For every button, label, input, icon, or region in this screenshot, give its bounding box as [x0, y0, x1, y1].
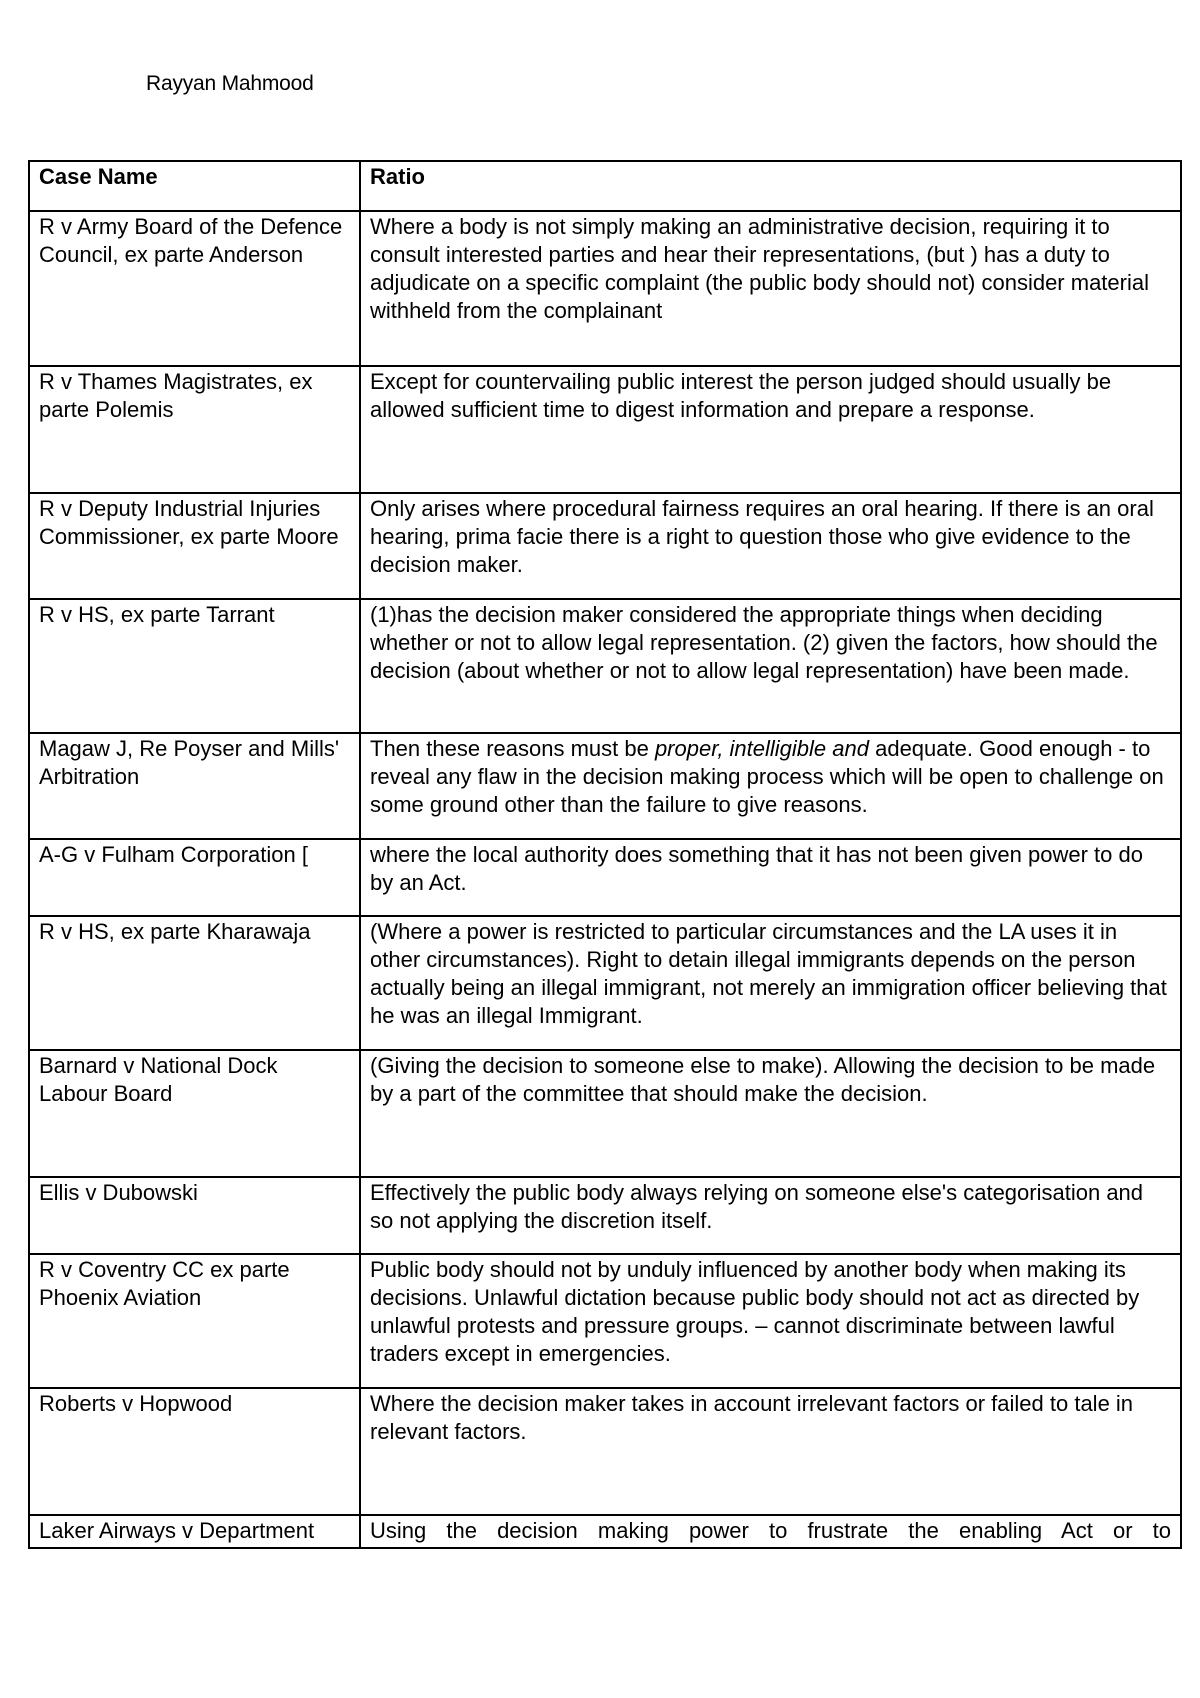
table-row — [29, 1177, 1181, 1254]
table-row — [29, 211, 1181, 366]
case-name-cell: R v Thames Magistrates, ex parte Polemis — [29, 366, 360, 493]
table-row — [29, 1515, 1181, 1548]
case-name-cell: R v HS, ex parte Kharawaja — [29, 916, 360, 1050]
case-name-cell: R v HS, ex parte Tarrant — [29, 599, 360, 733]
ratio-cell: (Where a power is restricted to particular circumstances and the LA uses it in other circumstances). Right to detain illegal immigrants depends on the person actually being an illegal immigrant, not merely an immigration officer believing that he was an illegal Immigrant. — [360, 916, 1181, 1050]
ratio-cell — [360, 733, 1181, 839]
case-name-cell: R v Deputy Industrial Injuries Commissioner, ex parte Moore — [29, 493, 360, 599]
ratio-cell: Public body should not by unduly influenced by another body when making its decisions. Unlawful dictation because public body should not act as directed by unlawful protests and pressure groups. – cannot discriminate between lawful traders except in emergencies. — [360, 1254, 1181, 1388]
case-name-text: Laker Airways v Department — [39, 1518, 315, 1543]
table-row — [29, 493, 1181, 599]
case-name-cell — [29, 1515, 360, 1548]
ratio-cell: Where a body is not simply making an administrative decision, requiring it to consult interested parties and hear their representations, (but ) has a duty to adjudicate on a specific complaint (the public body should not) consider material withheld from the complainant — [360, 211, 1181, 366]
table-row — [29, 599, 1181, 733]
ratio-cell: (1)has the decision maker considered the appropriate things when deciding whether or not to allow legal representation. (2) given the factors, how should the decision (about whether or not to allow legal representation) have been made. — [360, 599, 1181, 733]
ratio-cell: where the local authority does something that it has not been given power to do by an Act. — [360, 839, 1181, 916]
ratio-cell — [360, 1515, 1181, 1548]
table-row — [29, 1050, 1181, 1177]
table-header-row — [29, 161, 1181, 211]
ratio-text-italic: proper, intelligible and — [654, 736, 869, 761]
case-name-cell: Barnard v National Dock Labour Board — [29, 1050, 360, 1177]
case-name-cell: R v Army Board of the Defence Council, ex parte Anderson — [29, 211, 360, 366]
case-name-cell: Ellis v Dubowski — [29, 1177, 360, 1254]
table-row — [29, 916, 1181, 1050]
case-name-cell: R v Coventry CC ex parte Phoenix Aviation — [29, 1254, 360, 1388]
table-row — [29, 1388, 1181, 1515]
table-row — [29, 733, 1181, 839]
ratio-cell: Effectively the public body always relying on someone else's categorisation and so not applying the discretion itself. — [360, 1177, 1181, 1254]
case-name-cell: A-G v Fulham Corporation [ — [29, 839, 360, 916]
ratio-cell: Except for countervailing public interest the person judged should usually be allowed sufficient time to digest information and prepare a response. — [360, 366, 1181, 493]
column-header-case-name: Case Name — [29, 161, 360, 211]
ratio-cell: Where the decision maker takes in account irrelevant factors or failed to tale in relevant factors. — [360, 1388, 1181, 1515]
ratio-text: Using the decision making power to frustrate the enabling Act or to — [370, 1518, 1171, 1543]
case-name-cell: Magaw J, Re Poyser and Mills' Arbitration — [29, 733, 360, 839]
case-name-cell: Roberts v Hopwood — [29, 1388, 360, 1515]
ratio-text-end: adequate. Good enough - to reveal any flaw in the decision making process which will be open to challenge on some ground other than the failure to give reasons. — [370, 736, 1164, 817]
table-row — [29, 366, 1181, 493]
table-row — [29, 1254, 1181, 1388]
table-row — [29, 839, 1181, 916]
ratio-text-start: Then these reasons must be — [370, 736, 655, 761]
ratio-cell: Only arises where procedural fairness requires an oral hearing. If there is an oral hearing, prima facie there is a right to question those who give evidence to the decision maker. — [360, 493, 1181, 599]
ratio-cell: (Giving the decision to someone else to make). Allowing the decision to be made by a part of the committee that should make the decision. — [360, 1050, 1181, 1177]
case-table — [28, 160, 1182, 1549]
column-header-ratio: Ratio — [360, 161, 1181, 211]
author-name: Rayyan Mahmood — [146, 72, 314, 95]
